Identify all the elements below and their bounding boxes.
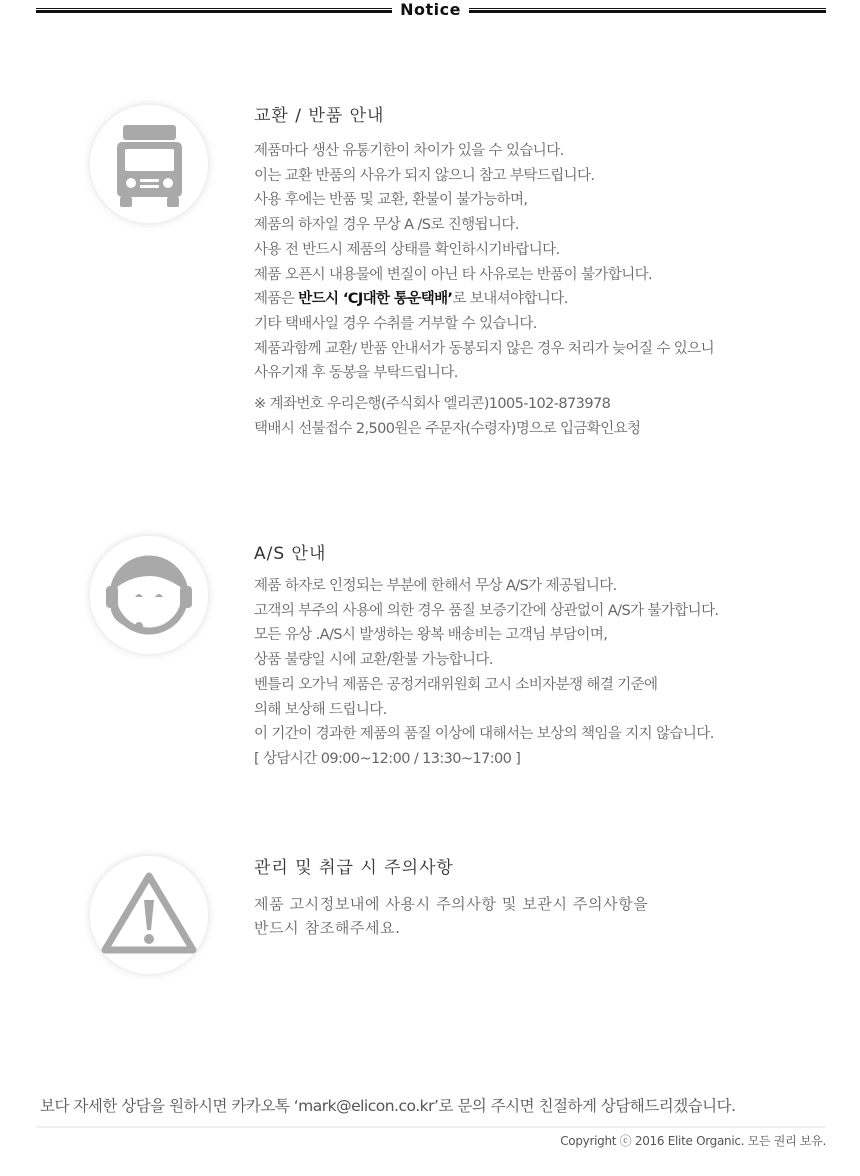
courier-notice-before: 제품은	[254, 291, 299, 308]
text-line: 모든 유상 .A/S시 발생하는 왕복 배송비는 고객님 부담이며,	[254, 627, 608, 644]
footer-divider	[36, 1126, 826, 1128]
truck-icon	[90, 105, 208, 223]
text-line: 이는 교환 반품의 사유가 되지 않으니 참고 부탁드립니다.	[254, 167, 595, 184]
text-line: 제품 오픈시 내용물에 변질이 아닌 타 사유로는 반품이 불가합니다.	[254, 266, 653, 283]
exchange-return-text	[254, 139, 714, 386]
text-line: 의해 보상해 드립니다.	[254, 701, 387, 718]
notice-divider-left	[36, 8, 392, 13]
customer-service-icon	[90, 536, 208, 654]
notice-divider-right	[469, 8, 826, 13]
text-line: 사유기재 후 동봉을 부탁드립니다.	[254, 365, 458, 382]
text-line: 이 기간이 경과한 제품의 품질 이상에 대해서는 보상의 책임을 지지 않습니다.	[254, 726, 714, 743]
shipping-fee-line: 택배시 선불접수 2,500원은 주문자(수령자)명으로 입금확인요청	[254, 420, 641, 437]
courier-notice-after: 로 보내셔야합니다.	[452, 291, 568, 308]
after-service-text	[254, 574, 719, 772]
courier-notice-highlight: 반드시 ‘CJ대한 통운택배’	[298, 291, 453, 308]
text-line: 사용 전 반드시 제품의 상태를 확인하시기바랍니다.	[254, 241, 560, 258]
text-line: 벤틀리 오가닉 제품은 공정거래위원회 고시 소비자분쟁 해결 기준에	[254, 676, 658, 693]
text-line: 제품 하자로 인정되는 부분에 한해서 무상 A/S가 제공됩니다.	[254, 578, 617, 594]
text-line: 사용 후에는 반품 및 교환, 환불이 불가능하며,	[254, 192, 528, 209]
account-info	[254, 392, 640, 441]
notice-title: Notice	[400, 0, 461, 19]
notice-header	[36, 0, 826, 22]
care-handling-text	[254, 892, 648, 940]
text-line: 상품 불량일 시에 교환/환불 가능합니다.	[254, 652, 493, 669]
courier-notice-line	[254, 287, 714, 312]
text-line: 고객의 부주의 사용에 의한 경우 품질 보증기간에 상관없이 A/S가 불가합니다.	[254, 602, 719, 619]
section-title: 관리 및 취급 시 주의사항	[254, 858, 454, 878]
text-line: 반드시 참조해주세요.	[254, 919, 401, 937]
text-line: 제품의 하자일 경우 무상 A /S로 진행됩니다.	[254, 217, 519, 234]
text-line: 제품 고시정보내에 사용시 주의사항 및 보관시 주의사항을	[254, 895, 649, 913]
consult-hours-line: [ 상담시간 09:00~12:00 / 13:30~17:00 ]	[254, 750, 521, 767]
text-line: 제품과함께 교환/ 반품 안내서가 동봉되지 않은 경우 처리가 늦어질 수 있으니	[254, 340, 714, 357]
section-title: A/S 안내	[254, 544, 327, 564]
section-title: 교환 / 반품 안내	[254, 106, 385, 126]
text-line: 기타 택배사일 경우 수취를 거부할 수 있습니다.	[254, 315, 537, 332]
account-number-line: ※ 계좌번호 우리은행(주식회사 엘리콘)1005-102-873978	[254, 396, 611, 412]
warning-icon	[90, 856, 208, 974]
contact-message: 보다 자세한 상담을 원하시면 카카오톡 ‘mark@elicon.co.kr’로 문의 주시면 친절하게 상담해드리겠습니다.	[40, 1097, 736, 1115]
text-line: 제품마다 생산 유통기한이 차이가 있을 수 있습니다.	[254, 143, 564, 159]
copyright: Copyright ⓒ 2016 Elite Organic. 모든 권리 보유.	[560, 1134, 826, 1148]
